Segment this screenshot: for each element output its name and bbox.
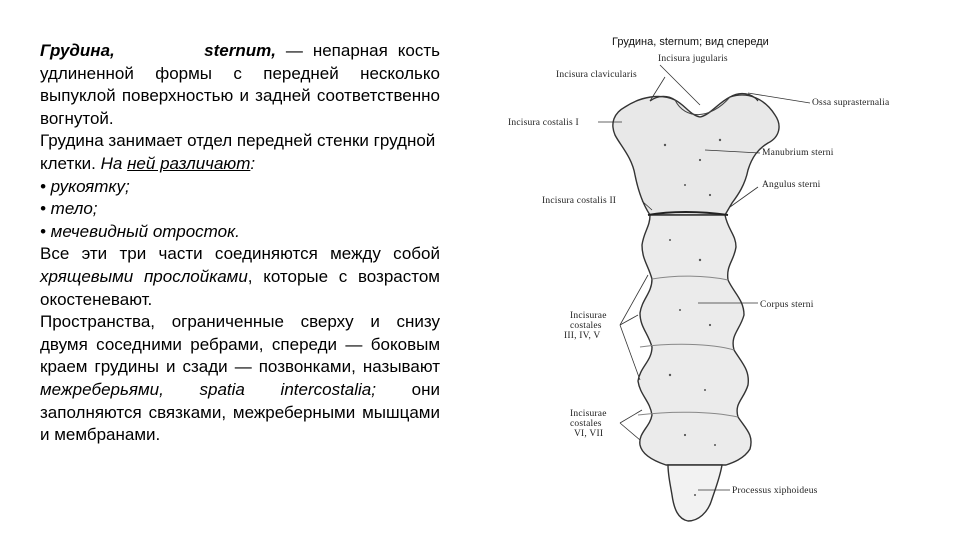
manubrium-shape xyxy=(613,95,779,215)
body-shape xyxy=(638,215,751,465)
label-incisurae-costales-2a: Incisurae xyxy=(570,409,607,419)
definition-text: — непарная кость удлиненной формы с передней несколько выпуклой поверхностью и задней соответственно вогнутой. xyxy=(40,41,440,128)
list-item-xiphoid: • мечевидный отросток. xyxy=(40,221,240,241)
term-sternum-ru: Грудина, xyxy=(40,41,115,60)
parts-intro-underlined: ней различают xyxy=(127,153,251,173)
paragraph-intercostal xyxy=(40,311,440,447)
label-incisura-costalis-1: Incisura costalis I xyxy=(508,118,579,128)
list-item-manubrium: • рукоятку; xyxy=(40,176,130,196)
cartilage-italic: хрящевыми прослойками xyxy=(40,266,248,286)
xiphoid-shape xyxy=(668,465,722,521)
paragraph-parts-intro xyxy=(40,130,440,175)
label-incisurae-costales-1c: III, IV, V xyxy=(564,331,601,341)
label-ossa-suprasternalia: Ossa suprasternalia xyxy=(812,98,890,108)
label-processus-xiphoideus: Processus xiphoideus xyxy=(732,486,818,496)
term-sternum-latin: sternum, xyxy=(204,41,276,60)
label-manubrium-sterni: Manubrium sterni xyxy=(762,148,834,158)
sternum-illustration xyxy=(490,25,960,540)
parts-intro-colon: : xyxy=(250,153,256,173)
label-incisura-costalis-2: Incisura costalis II xyxy=(542,196,617,206)
sternum-figure xyxy=(490,25,960,540)
label-incisurae-costales-2b: costales xyxy=(570,419,602,429)
sternum-drawing xyxy=(613,94,779,521)
parts-intro-text: Грудина занимает отдел передней стенки грудной клетки. xyxy=(40,131,436,173)
paragraph-cartilage xyxy=(40,243,440,311)
label-incisurae-costales-1b: costales xyxy=(570,321,602,331)
label-incisurae-costales-1a: Incisurae xyxy=(570,311,607,321)
leader-costales-6a xyxy=(620,423,640,440)
intercostal-italic: межреберьями, spatia intercostalia; xyxy=(40,379,376,399)
label-incisura-jugularis: Incisura jugularis xyxy=(658,54,728,64)
leader-costales-6b xyxy=(620,410,642,423)
label-angulus-sterni: Angulus sterni xyxy=(762,180,821,190)
label-incisura-clavicularis: Incisura clavicularis xyxy=(556,70,637,80)
intercostal-text-end: они заполняются связками, межреберными мышцами и мембранами. xyxy=(40,379,441,445)
parts-intro-italic: На xyxy=(100,153,128,173)
figure-title: Грудина, sternum; вид спереди xyxy=(612,36,769,48)
intercostal-text-start: Пространства, ограниченные сверху и снизу двумя соседними ребрами, спереди — боковым краем грудины и сзади — позвонками, называют xyxy=(40,312,440,377)
cartilage-text-start: Все эти три части соединяются между собой xyxy=(40,244,440,264)
paragraph-definition xyxy=(40,40,440,130)
label-incisurae-costales-2c: VI, VII xyxy=(574,429,604,439)
list-item-body: • тело; xyxy=(40,199,98,219)
cartilage-text-end: , которые с возрастом окостеневают. xyxy=(40,266,440,309)
description-text xyxy=(40,40,440,447)
leader-costales-3c xyxy=(620,325,640,380)
label-corpus-sterni: Corpus sterni xyxy=(760,300,814,310)
